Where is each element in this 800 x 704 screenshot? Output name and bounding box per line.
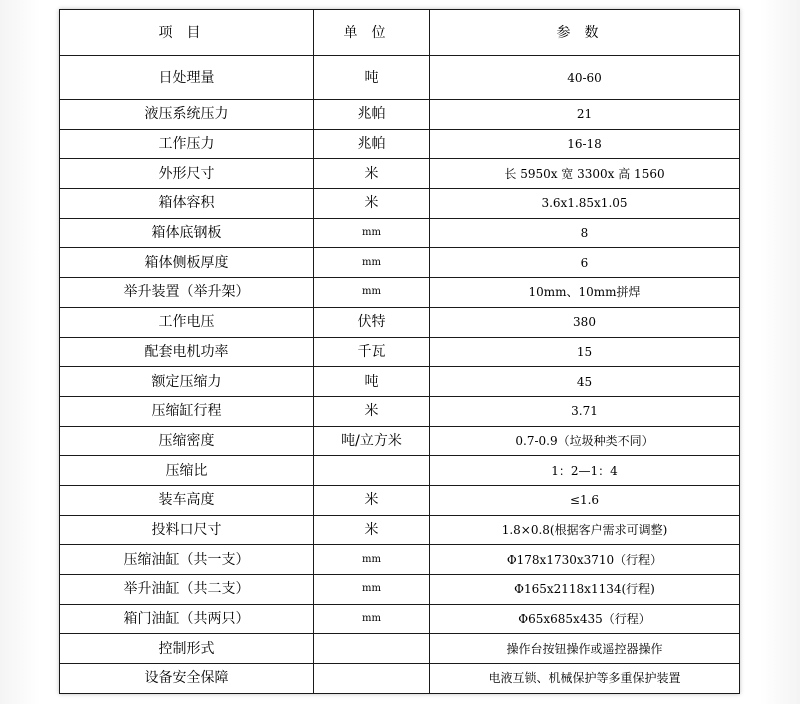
cell-param: 40-60 <box>430 56 740 100</box>
cell-param: 长 5950x 宽 3300x 高 1560 <box>430 159 740 189</box>
table-row <box>60 129 740 159</box>
cell-item: 配套电机功率 <box>60 337 314 367</box>
cell-param: 16-18 <box>430 129 740 159</box>
cell-param: 10mm、10mm拼焊 <box>430 278 740 308</box>
cell-item: 箱门油缸（共两只） <box>60 604 314 634</box>
cell-param: Φ178x1730x3710（行程） <box>430 545 740 575</box>
cell-unit <box>314 664 430 694</box>
cell-unit: 米 <box>314 515 430 545</box>
table-row <box>60 575 740 605</box>
table-row <box>60 218 740 248</box>
cell-unit: mm <box>314 545 430 575</box>
cell-unit: 兆帕 <box>314 129 430 159</box>
header-param: 参数 <box>430 10 740 56</box>
table-row <box>60 278 740 308</box>
cell-param: 6 <box>430 248 740 278</box>
cell-unit: mm <box>314 218 430 248</box>
table-header-row <box>60 10 740 56</box>
table-row <box>60 664 740 694</box>
cell-param: 45 <box>430 367 740 397</box>
header-unit: 单位 <box>314 10 430 56</box>
cell-unit: 米 <box>314 189 430 219</box>
cell-item: 箱体底钢板 <box>60 218 314 248</box>
cell-param: 1.8×0.8(根据客户需求可调整) <box>430 515 740 545</box>
table-row <box>60 367 740 397</box>
cell-item: 压缩缸行程 <box>60 396 314 426</box>
cell-param: Φ165x2118x1134(行程) <box>430 575 740 605</box>
table-row <box>60 100 740 130</box>
table-row <box>60 426 740 456</box>
cell-unit: 米 <box>314 159 430 189</box>
table-row <box>60 56 740 100</box>
table-row <box>60 485 740 515</box>
cell-unit: 米 <box>314 396 430 426</box>
cell-param: 电液互锁、机械保护等多重保护装置 <box>430 664 740 694</box>
cell-param: 8 <box>430 218 740 248</box>
cell-param: 15 <box>430 337 740 367</box>
cell-param: 0.7-0.9（垃圾种类不同） <box>430 426 740 456</box>
table-row <box>60 515 740 545</box>
cell-unit: 米 <box>314 485 430 515</box>
header-item: 项目 <box>60 10 314 56</box>
cell-param: ≤1.6 <box>430 485 740 515</box>
cell-unit: mm <box>314 248 430 278</box>
cell-item: 设备安全保障 <box>60 664 314 694</box>
cell-param: 380 <box>430 307 740 337</box>
spec-table <box>59 9 740 694</box>
cell-item: 控制形式 <box>60 634 314 664</box>
cell-item: 举升油缸（共二支） <box>60 575 314 605</box>
cell-item: 举升装置（举升架） <box>60 278 314 308</box>
table-row <box>60 337 740 367</box>
cell-unit: mm <box>314 278 430 308</box>
cell-param: 21 <box>430 100 740 130</box>
table-row <box>60 396 740 426</box>
cell-unit: 伏特 <box>314 307 430 337</box>
cell-unit <box>314 634 430 664</box>
cell-unit: 吨 <box>314 56 430 100</box>
cell-item: 额定压缩力 <box>60 367 314 397</box>
table-row <box>60 189 740 219</box>
table-row <box>60 634 740 664</box>
cell-unit: 吨 <box>314 367 430 397</box>
cell-param: 操作台按钮操作或遥控器操作 <box>430 634 740 664</box>
cell-item: 工作电压 <box>60 307 314 337</box>
table-row <box>60 545 740 575</box>
cell-unit: 吨/立方米 <box>314 426 430 456</box>
cell-param: 3.6x1.85x1.05 <box>430 189 740 219</box>
cell-item: 外形尺寸 <box>60 159 314 189</box>
cell-unit: mm <box>314 604 430 634</box>
cell-item: 箱体侧板厚度 <box>60 248 314 278</box>
cell-unit <box>314 456 430 486</box>
table-row <box>60 159 740 189</box>
table-row <box>60 307 740 337</box>
cell-item: 投料口尺寸 <box>60 515 314 545</box>
cell-unit: 兆帕 <box>314 100 430 130</box>
cell-item: 液压系统压力 <box>60 100 314 130</box>
cell-item: 箱体容积 <box>60 189 314 219</box>
cell-item: 工作压力 <box>60 129 314 159</box>
table-row <box>60 604 740 634</box>
cell-unit: 千瓦 <box>314 337 430 367</box>
cell-param: 3.71 <box>430 396 740 426</box>
table-row <box>60 456 740 486</box>
table-row <box>60 248 740 278</box>
cell-item: 装车高度 <box>60 485 314 515</box>
cell-param: Φ65x685x435（行程） <box>430 604 740 634</box>
cell-item: 压缩比 <box>60 456 314 486</box>
cell-unit: mm <box>314 575 430 605</box>
cell-param: 1：2—1：4 <box>430 456 740 486</box>
cell-item: 压缩密度 <box>60 426 314 456</box>
cell-item: 日处理量 <box>60 56 314 100</box>
cell-item: 压缩油缸（共一支） <box>60 545 314 575</box>
